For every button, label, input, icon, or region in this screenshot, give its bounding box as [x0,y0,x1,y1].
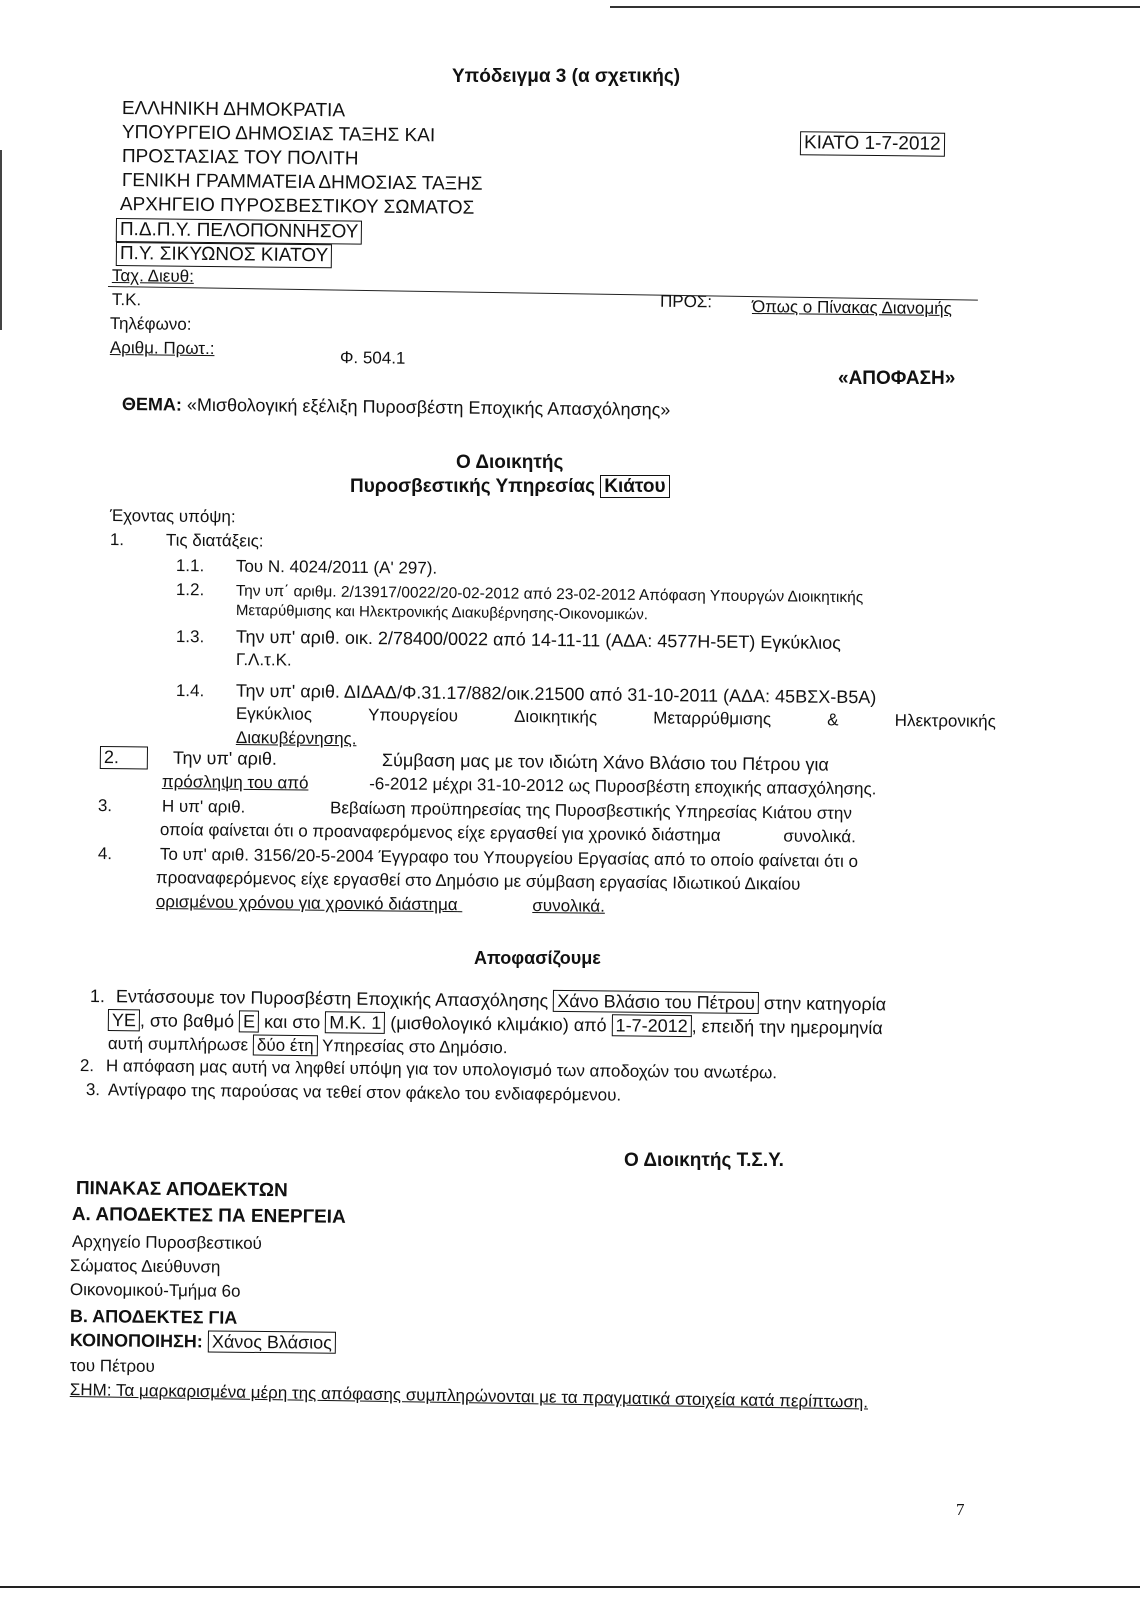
recipient-line: Αρχηγείο Πυροσβεστικού [71,1232,262,1253]
recipient-name-field: Χάνος Βλάσιος [208,1330,336,1353]
letterhead-line-marked: Π.Υ. ΣΙΚΥΩΝΟΣ ΚΙΑΤΟΥ [116,242,333,268]
issuer-service [350,476,670,498]
recipients-info-title: Β. ΑΠΟΔΕΚΤΕΣ ΓΙΑ [69,1306,238,1328]
category-field: ΥΕ [108,1009,140,1031]
decision-item-2: 2. Η απόφαση μας αυτή να ληφθεί υπόψη για τον υπολογισμό των αποδοχών του ανωτέρω. [79,1056,778,1083]
letterhead-line: ΕΛΛΗΝΙΚΗ ΔΗΜΟΚΡΑΤΙΑ [121,98,346,122]
sub-item-1-2: 1.2. Την υπ΄ αριθμ. 2/13917/0022/20-02-2012 από 23-02-2012 Απόφαση Υπουργών Διοικητικής [175,580,864,607]
scan-artifact-line [0,1586,1140,1588]
recipient-line: Οικονομικού-Τμήμα 6ο [69,1280,241,1301]
sub-item-1-1: 1.1. Του Ν. 4024/2011 (Α' 297). [175,556,438,578]
considering-item-3-cont: οποία φαίνεται ότι ο προαναφερόμενος είχε εργασθεί για χρονικό διάστημα συνολικά. [159,820,856,847]
list-number: 1. [109,530,125,550]
effective-date-field: 1-7-2012 [612,1014,692,1037]
sub-item-1-3-cont: Γ.Λ.τ.Κ. [235,650,292,670]
decision-item-3: 3. Αντίγραφο της παρούσας να τεθεί στον φάκελο του ενδιαφερόμενου. [85,1080,622,1105]
years-field: δύο έτη [253,1035,318,1057]
recipient-line: Σώματος Διεύθυνση [69,1256,221,1277]
postal-code-label: Τ.Κ. [111,290,142,310]
decision-item-1-end: αυτή συμπλήρωσε δύο έτη Υπηρεσίας στο Δημόσιο. [107,1034,508,1058]
decision-item-1-cont: ΥΕ , στο βαθμό Ε και στο Μ.Κ. 1 (μισθολογικό κλιμάκιο) από 1-7-2012 , επειδή την ημερομηνία [108,1010,883,1039]
recipient-value: Όπως ο Πίνακας Διανομής [751,296,952,319]
scan-artifact-line [610,6,1140,8]
letterhead-line-marked: Π.Δ.Π.Υ. ΠΕΛΟΠΟΝΝΗΣΟΥ [116,218,363,245]
page-number: 7 [956,1500,965,1519]
salary-step-field: Μ.Κ. 1 [325,1011,385,1034]
template-title: Υπόδειγμα 3 (α σχετικής) [452,66,681,87]
sub-item-1-4-end: Διακυβέρνησης. [235,728,357,749]
considering-item-3: 3. Η υπ' αριθ. Βεβαίωση προϋπηρεσίας της Πυροσβεστικής Υπηρεσίας Κιάτου στην [97,796,853,823]
considering-intro: Έχοντας υπόψη: [109,506,236,527]
employee-name-field: Χάνο Βλάσιο του Πέτρου [553,990,759,1014]
issuer-service-name: Πυροσβεστικής Υπηρεσίας [350,476,595,497]
subject-label: ΘΕΜΑ: [121,394,182,415]
letterhead-line: ΥΠΟΥΡΓΕΙΟ ΔΗΜΟΣΙΑΣ ΤΑΞΗΣ ΚΑΙ [121,122,436,147]
recipient-name-cont: του Πέτρου [69,1356,155,1376]
sub-item-1-4: 1.4. Την υπ' αριθ. ΔΙΔΑΔ/Φ.31.17/882/οικ.21500 από 31-10-2011 (ΑΔΑ: 45ΒΣΧ-Β5Α) [175,680,877,708]
sub-item-1-3: 1.3. Την υπ' αριθ. οικ. 2/78400/0022 από 14-11-11 (ΑΔΑ: 4577Η-5ΕΤ) Εγκύκλιος [175,626,841,653]
considering-item-1 [110,530,264,552]
considering-item-4-cont: προαναφερόμενος είχε εργασθεί στο Δημόσιο με σύμβαση εργασίας Ιδιωτικού Δικαίου [155,868,801,894]
protocol-label: Αριθμ. Πρωτ.: [109,338,215,359]
decision-item-1: 1. Εντάσσουμε τον Πυροσβέστη Εποχικής Απασχόλησης Χάνο Βλάσιο του Πέτρου στην κατηγορία [89,986,887,1015]
issuer-place: Κιάτου [600,475,669,498]
recipients-title: ΠΙΝΑΚΑΣ ΑΠΟΔΕΚΤΩΝ [75,1178,288,1202]
grade-field: Ε [239,1010,259,1032]
issuer-title: Ο Διοικητής [456,452,564,473]
scan-artifact-line [0,150,2,330]
address-label: Ταχ. Διευθ: [111,266,194,286]
recipients-info-line: ΚΟΙΝΟΠΟΙΗΣΗ: Χάνος Βλάσιος [70,1330,336,1354]
subject-text: «Μισθολογική εξέλιξη Πυροσβέστη Εποχικής Απασχόλησης» [186,394,671,420]
recipient-label: ΠΡΟΣ: [659,291,713,312]
decide-title: Αποφασίζουμε [474,948,601,968]
decision-label: «ΑΠΟΦΑΣΗ» [838,368,956,389]
subject [122,394,671,421]
phone-label: Τηλέφωνο: [109,314,192,334]
letterhead-line: ΠΡΟΣΤΑΣΙΑΣ ΤΟΥ ΠΟΛΙΤΗ [121,146,359,170]
recipients-action-title: Α. ΑΠΟΔΕΚΤΕΣ ΠΑ ΕΝΕΡΓΕΙΑ [71,1204,346,1228]
considering-item-2: 2. Την υπ' αριθ. Σύμβαση μας με τον ιδιώτη Χάνο Βλάσιο του Πέτρου για [100,746,829,777]
list-text: Τις διατάξεις: [165,530,264,551]
note: ΣΗΜ: Τα μαρκαρισμένα μέρη της απόφασης συμπληρώνονται με τα πραγματικά στοιχεία κατά περίπτωση. [69,1380,869,1412]
file-reference: Φ. 504.1 [339,348,406,368]
place-date: ΚΙΑΤΟ 1-7-2012 [800,131,945,157]
letterhead-line: ΑΡΧΗΓΕΙΟ ΠΥΡΟΣΒΕΣΤΙΚΟΥ ΣΩΜΑΤΟΣ [119,194,475,219]
considering-item-2-cont: πρόσληψη του από -6-2012 μέχρι 31-10-2012 ως Πυροσβέστη εποχικής απασχόλησης. [161,772,877,799]
sub-item-1-4-cont: Εγκύκλιος Υπουργείου Διοικητικής Μεταρρύθμισης & Ηλεκτρονικής [235,704,996,731]
considering-item-4-end: ορισμένου χρόνου για χρονικό διάστημα συνολικά. [155,892,606,916]
letterhead-line: ΓΕΝΙΚΗ ΓΡΑΜΜΑΤΕΙΑ ΔΗΜΟΣΙΑΣ ΤΑΞΗΣ [121,170,483,195]
considering-item-4: 4. Το υπ' αριθ. 3156/20-5-2004 Έγγραφο του Υπουργείου Εργασίας από το οποίο φαίνεται ότι ο [97,844,859,871]
sub-item-1-2-cont: Μεταρύθμισης και Ηλεκτρονικής Διακυβέρνησης-Οικονομικών. [235,602,649,624]
signature-title: Ο Διοικητής Τ.Σ.Υ. [624,1150,784,1171]
